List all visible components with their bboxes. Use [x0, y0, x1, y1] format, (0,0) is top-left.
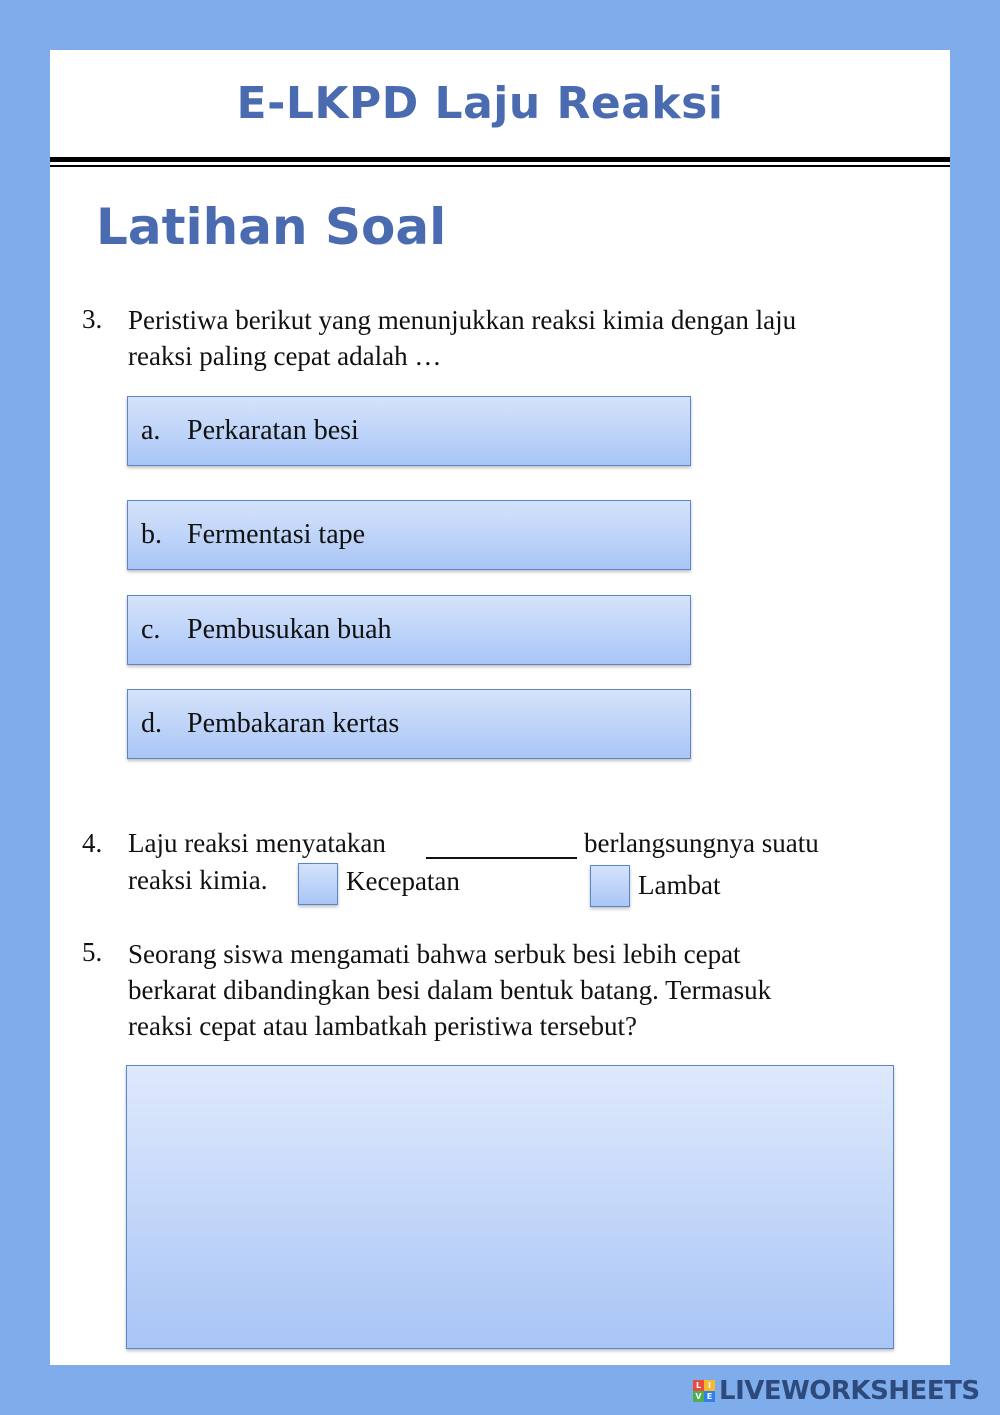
option-c-label: Pembusukan buah [187, 614, 392, 645]
option-c-letter: c. [141, 614, 161, 645]
option-a-button[interactable] [127, 396, 691, 466]
question-3-line-2: reaksi paling cepat adalah … [128, 341, 442, 371]
option-b-button[interactable] [127, 500, 691, 570]
answer-blank-line [426, 857, 577, 859]
option-d-label: Pembakaran kertas [187, 708, 400, 739]
section-title: Latihan Soal [96, 198, 447, 256]
logo-tile: I [704, 1380, 715, 1391]
choice-kecepatan-label: Kecepatan [346, 866, 460, 896]
header-divider-thin [50, 165, 950, 167]
option-b-letter: b. [141, 519, 162, 550]
question-4-line-2: reaksi kimia. [128, 865, 268, 895]
option-a-letter: a. [141, 415, 161, 446]
header-divider-thick [50, 157, 950, 162]
question-5-line-1: Seorang siswa mengamati bahwa serbuk besi lebih cepat [128, 939, 741, 969]
question-5-line-3: reaksi cepat atau lambatkah peristiwa tersebut? [128, 1011, 638, 1041]
question-3-number: 3. [82, 304, 103, 334]
option-d-button[interactable] [127, 689, 691, 759]
question-4-text-start: Laju reaksi menyatakan [128, 828, 386, 858]
logo-tile: E [704, 1391, 715, 1402]
option-d-letter: d. [141, 708, 162, 739]
liveworksheets-logo-icon [693, 1380, 715, 1402]
logo-tile: L [693, 1380, 704, 1391]
essay-answer-input[interactable] [126, 1065, 894, 1349]
liveworksheets-brand [693, 1375, 980, 1407]
brand-name: LIVEWORKSHEETS [719, 1376, 980, 1406]
question-5-number: 5. [82, 937, 103, 967]
logo-tile: V [693, 1391, 704, 1402]
question-4-text-end: berlangsungnya suatu [584, 828, 819, 858]
option-b-label: Fermentasi tape [187, 519, 366, 550]
question-3-text [128, 302, 908, 374]
question-5-line-2: berkarat dibandingkan besi dalam bentuk batang. Termasuk [128, 975, 772, 1005]
question-4-number: 4. [82, 828, 103, 858]
choice-lambat-checkbox[interactable] [590, 865, 630, 907]
choice-kecepatan-checkbox[interactable] [298, 863, 338, 905]
question-3-line-1: Peristiwa berikut yang menunjukkan reaksi kimia dengan laju [128, 305, 797, 335]
option-a-label: Perkaratan besi [187, 415, 359, 446]
question-5-text [128, 936, 908, 1044]
option-c-button[interactable] [127, 595, 691, 665]
page-title: E-LKPD Laju Reaksi [236, 78, 724, 129]
choice-lambat-label: Lambat [638, 870, 721, 900]
